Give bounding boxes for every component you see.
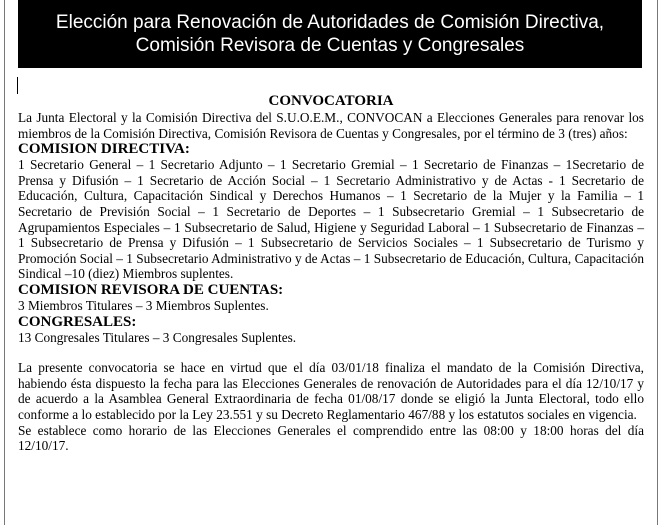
notice-header	[18, 0, 642, 68]
comision-revisora-heading: COMISION REVISORA DE CUENTAS:	[18, 281, 284, 298]
right-border	[657, 0, 658, 525]
mandate-paragraph: La presente convocatoria se hace en virtud que el día 03/01/18 finaliza el mandato de la Comisión Directiva, habiendo ésta dispuesto la fecha para las Elecciones Generales de renovación de Autoridades para el día 12/10/17 y de acuerdo a la Asamblea General Extraordinaria de fecha 01/08/17 donde se eligió la Junta Electoral, todo ello conforme a lo establecido por la Ley 23.551 y su Decreto Reglamentario 467/88 y los estatutos sociales en vigencia.	[18, 360, 644, 422]
document-title: CONVOCATORIA	[268, 93, 394, 109]
left-border	[4, 0, 5, 525]
comision-directiva-heading: COMISION DIRECTIVA:	[18, 141, 190, 158]
header-title-line1: Elección para Renovación de Autoridades de Comisión Directiva,	[55, 12, 605, 33]
text-cursor	[17, 77, 18, 94]
congresales-text: 13 Congresales Titulares – 3 Congresales Suplentes.	[18, 329, 297, 345]
intro-paragraph: La Junta Electoral y la Comisión Directiva del S.U.O.E.M., CONVOCAN a Elecciones Generales para renovar los miembros de la Comisión Directiva, Comisión Revisora de Cuentas y Congresales, por el término de 3 (tres) años:	[18, 110, 644, 141]
congresales-heading: CONGRESALES:	[18, 313, 137, 330]
schedule-paragraph: Se establece como horario de las Elecciones Generales el comprendido entre las 08:00 y 18:00 horas del día 12/10/17.	[18, 422, 644, 454]
header-title-line2: Comisión Revisora de Cuentas y Congresales	[135, 35, 525, 56]
comision-directiva-text: 1 Secretario General – 1 Secretario Adjunto – 1 Secretario Gremial – 1 Secretario de Finanzas – 1Secretario de Prensa y Difusión – 1 Secretario de Acción Social – 1 Secretario Administrativo y de Actas - 1 Secretario de Educación, Cultura, Capacitación Sindical y Derechos Humanos – 1 Secretario de la Mujer y la Familia – 1 Secretario de Previsión Social – 1 Secretario de Deportes – 1 Subsecretario Gremial – 1 Subsecretario de Agrupamientos Especiales – 1 Subsecretario de Salud, Higiene y Seguridad Laboral – 1 Subsecretario de Finanzas – 1 Subsecretario de Prensa y Difusión – 1 Subsecretario de Servicios Sociales – 1 Subsecretario de Turismo y Promoción Social – 1 Subsecretario Administrativo y de Actas – 1 Subsecretario de Educación, Cultura, Capacitación Sindical –10 (diez) Miembros suplentes.	[18, 157, 644, 282]
document-body[interactable]	[18, 93, 644, 454]
paragraph-gap	[18, 345, 644, 360]
comision-revisora-text: 3 Miembros Titulares – 3 Miembros Suplentes.	[18, 297, 269, 313]
